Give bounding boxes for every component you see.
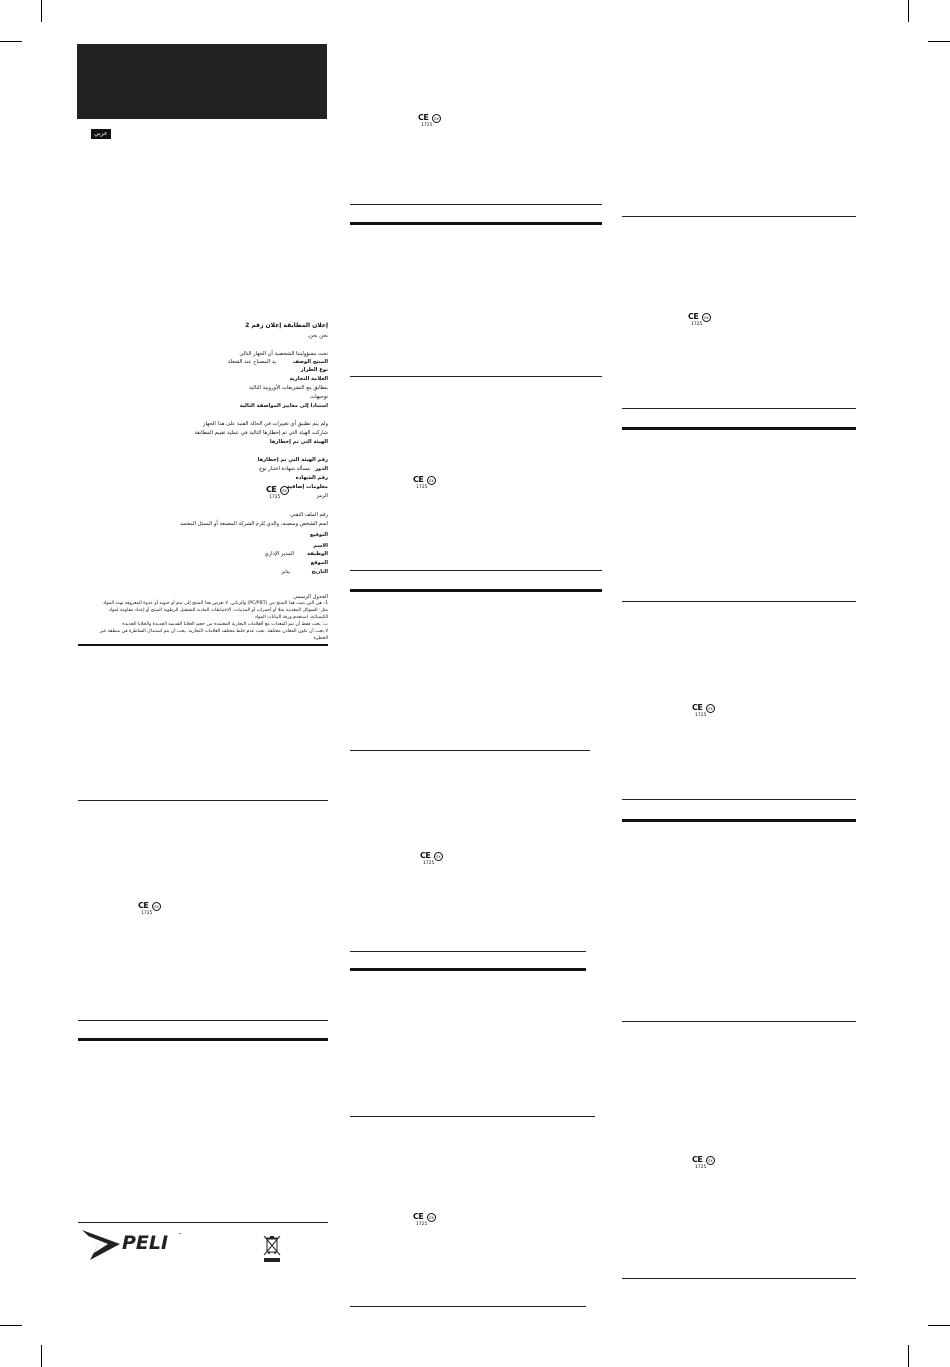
- directives: يتطابق مع التشريعات الأوروبية التالية: [248, 385, 328, 391]
- ce-number: 1725: [695, 713, 707, 718]
- product-desc: يد المصباح عند الشعلة: [227, 359, 276, 365]
- certificate-number: رقم الشهادة: [295, 475, 328, 481]
- ce-icon: CE: [688, 312, 699, 321]
- position-label: الوظيفة: [307, 551, 328, 557]
- note-line: 1- هي التي يثبت هذا المنتج من (PC/PBT) والرباني. لا تعرض هذا المنتج إلى تدم أو حبوبة أو عدوة المعروفة تهدد المواد: [103, 601, 328, 606]
- note-line: مثل: السوائل المعدنية مثلا أو أحمرات أو المذيبات. الاحتياطات المادية للتشغيل الرطوبة المنتج أو إعداد مقاومة لمواد: [108, 608, 328, 613]
- divider: [78, 800, 328, 801]
- divider: [350, 1116, 595, 1117]
- ce-mark: [418, 113, 448, 131]
- peli-logo: [80, 1228, 190, 1262]
- position-value: المدير الإداري: [264, 551, 294, 557]
- ex-icon: εx: [427, 476, 436, 485]
- crop-mark: [928, 41, 950, 42]
- ce-icon: CE: [418, 113, 429, 122]
- ce-number: 1725: [416, 485, 428, 490]
- language-tag: عربي: [91, 129, 111, 139]
- declaration-responsibility: نحت مسؤوليتنا الشخصية أن الجهاز التالي: [239, 351, 328, 357]
- divider: [622, 408, 856, 409]
- trademark-symbol: ™: [178, 1232, 182, 1237]
- ce-icon: CE: [413, 1212, 424, 1221]
- header-block: [77, 44, 327, 119]
- divider: [350, 204, 602, 205]
- role-label: الدور: [315, 466, 328, 472]
- divider: [350, 589, 602, 592]
- divider: [622, 799, 856, 800]
- ex-icon: εx: [706, 704, 715, 713]
- crop-mark: [0, 1325, 22, 1326]
- crop-mark: [0, 41, 22, 42]
- table-title: الجدول الرسمي: [293, 594, 328, 600]
- divider: [350, 376, 602, 377]
- note-line: الخطرة: [313, 636, 328, 641]
- declaration-title: إعلان المطابقة إعلان رقم 2: [245, 322, 328, 329]
- divider: [350, 1306, 586, 1307]
- notified-body: الهيئة التي تم إخطارها: [269, 439, 328, 445]
- ce-icon: CE: [138, 901, 149, 910]
- ce-number: 1725: [695, 1165, 707, 1170]
- date-label: التاريخ: [311, 569, 328, 575]
- ce-icon: CE: [420, 851, 431, 860]
- crop-mark: [41, 0, 42, 22]
- ce-number: 1725: [141, 911, 153, 916]
- divider: [622, 427, 856, 430]
- ce-icon: CE: [266, 485, 277, 494]
- role-value: مسألة شهادة اختبار نوع: [259, 466, 310, 472]
- additional-info: معلومات إضافية: [286, 484, 328, 490]
- notified-participated: شاركت الهيئة التي تم إخطارها التالية في عملية تقييم المطابقة: [194, 430, 328, 436]
- tech-file: رقم الملف التقني: [290, 512, 328, 518]
- divider: [350, 951, 586, 952]
- signatory-desc: اسم الشخص ومنصبه، والذي يُلزم الشركة المصنعة أو الممثل المعتمد: [180, 521, 328, 527]
- location: الموقع: [310, 560, 328, 566]
- ce-mark: [692, 703, 722, 721]
- divider: [622, 216, 856, 217]
- divider: [622, 601, 856, 602]
- ce-number: 1725: [421, 123, 433, 128]
- divider: [78, 1222, 328, 1223]
- ex-icon: εx: [280, 486, 289, 495]
- divider: [622, 1021, 856, 1022]
- signature: التوقيع: [309, 532, 328, 538]
- symbol-label: الرمز: [316, 493, 328, 499]
- divider: [622, 1278, 856, 1279]
- crop-mark: [928, 1325, 950, 1326]
- ce-mark: [420, 851, 450, 869]
- ex-icon: εx: [427, 1213, 436, 1222]
- ce-mark: [266, 485, 296, 503]
- ce-icon: CE: [413, 475, 424, 484]
- note-line: الكيميائية، استخدم ورقة البيانات المواد: [254, 615, 328, 620]
- ce-mark: [413, 475, 443, 493]
- no-changes: ولم يتم تطبيق أي تغييرات في الحالة الفنية على هذا الجهاز: [203, 421, 328, 427]
- ce-mark: [692, 1155, 722, 1173]
- ce-mark: [138, 901, 168, 919]
- ex-icon: εx: [702, 313, 711, 322]
- peli-bird-icon: [80, 1228, 122, 1262]
- divider: [350, 750, 590, 751]
- ce-number: 1725: [423, 861, 435, 866]
- divider: [78, 1038, 328, 1041]
- standards: استنادا إلى معايير المواصفة التالية: [239, 403, 328, 409]
- divider: [350, 968, 586, 971]
- divider: [622, 819, 856, 822]
- ce-number: 1725: [269, 495, 281, 500]
- ex-icon: εx: [432, 114, 441, 123]
- divider: [350, 570, 602, 571]
- ce-mark: [688, 312, 718, 330]
- crop-mark: [908, 0, 909, 22]
- brand-name: PELI: [122, 1232, 169, 1254]
- note-line: لا يجب أن تكون المعادن مختلفة. يجب عدم خلط مختلف العلامات التجارية. يجب أن يتم استبدال الشاطرة في منطقة غير: [99, 629, 328, 634]
- date-value: يناير: [281, 569, 290, 575]
- ex-icon: εx: [706, 1156, 715, 1165]
- name: الاسم: [313, 543, 328, 549]
- weee-bin-icon: [262, 1233, 282, 1263]
- ex-icon: εx: [434, 852, 443, 861]
- ce-icon: CE: [692, 703, 703, 712]
- note-line: ب: يجب فقط أن تتم المعدات مع العلامات التجارية المعتمدة من حجم الخلايا القديمة الجديدة والخلايا الجديدة: [122, 622, 328, 627]
- directives-list: توجيهات: [310, 394, 328, 400]
- crop-mark: [908, 1345, 909, 1367]
- divider: [350, 222, 602, 225]
- crop-mark: [41, 1345, 42, 1367]
- trademark: العلامة التجارية: [289, 376, 328, 382]
- divider: [78, 644, 328, 646]
- model-type: نوع الطراز: [300, 367, 328, 373]
- ex-icon: εx: [152, 902, 161, 911]
- notified-number: رقم الهيئة التي تم إخطارها: [257, 457, 328, 463]
- declaration-we: نحن نحن،: [307, 333, 328, 339]
- ce-number: 1725: [416, 1222, 428, 1227]
- ce-number: 1725: [691, 322, 703, 327]
- ce-icon: CE: [692, 1155, 703, 1164]
- ce-mark: [413, 1212, 443, 1230]
- product-label: المنتج الوصف: [292, 359, 328, 365]
- divider: [78, 1020, 328, 1021]
